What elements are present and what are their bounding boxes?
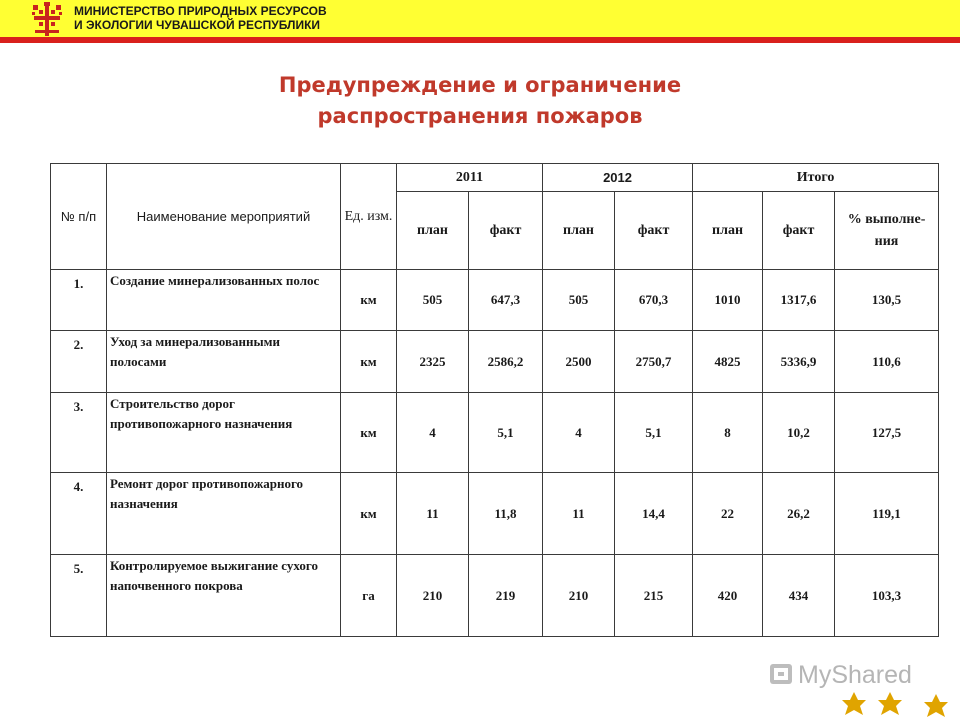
- cell-percent-done: 110,6: [835, 331, 939, 393]
- myshared-logo-icon: [770, 664, 792, 684]
- cell-plan-total: 8: [693, 393, 763, 473]
- table-row: [51, 331, 939, 393]
- cell-activity-name: Уход за минерализованными полосами: [107, 331, 341, 393]
- cell-fact-2012: 2750,7: [615, 331, 693, 393]
- table-row: [51, 555, 939, 637]
- page-title-line-2: распространения пожаров: [317, 104, 643, 128]
- cell-plan-2011: 505: [397, 270, 469, 331]
- cell-unit: км: [341, 473, 397, 555]
- watermark-text: MyShared: [798, 661, 912, 689]
- cell-fact-2012: 215: [615, 555, 693, 637]
- cell-percent-done: 127,5: [835, 393, 939, 473]
- cell-fact-total: 434: [763, 555, 835, 637]
- cell-unit: км: [341, 393, 397, 473]
- cell-plan-total: 4825: [693, 331, 763, 393]
- cell-fact-2011: 2586,2: [469, 331, 543, 393]
- ministry-line-1: МИНИСТЕРСТВО ПРИРОДНЫХ РЕСУРСОВ: [74, 4, 327, 18]
- cell-row-number: 3.: [51, 393, 107, 473]
- cell-plan-total: 420: [693, 555, 763, 637]
- cell-fact-total: 5336,9: [763, 331, 835, 393]
- chuvash-emblem-icon: [30, 2, 64, 38]
- col-header-pct: % выполне-ния: [835, 192, 939, 270]
- col-header-2011: 2011: [397, 164, 543, 192]
- col-header-plan-total: план: [693, 192, 763, 270]
- cell-unit: км: [341, 331, 397, 393]
- cell-plan-2011: 4: [397, 393, 469, 473]
- table-row: [51, 473, 939, 555]
- table-row: [51, 393, 939, 473]
- header-bar: [0, 0, 960, 37]
- cell-fact-2011: 5,1: [469, 393, 543, 473]
- col-header-name: Наименование мероприятий: [107, 164, 341, 270]
- col-header-plan-2012: план: [543, 192, 615, 270]
- cell-fact-total: 1317,6: [763, 270, 835, 331]
- col-header-fact-total: факт: [763, 192, 835, 270]
- page-title: [0, 70, 960, 132]
- cell-percent-done: 130,5: [835, 270, 939, 331]
- col-header-total: Итого: [693, 164, 939, 192]
- cell-percent-done: 103,3: [835, 555, 939, 637]
- cell-fact-2012: 5,1: [615, 393, 693, 473]
- table-row: [51, 270, 939, 331]
- cell-plan-2012: 505: [543, 270, 615, 331]
- col-header-fact-2012: факт: [615, 192, 693, 270]
- col-header-2012: 2012: [543, 164, 693, 192]
- cell-activity-name: Ремонт дорог противопожарного назначения: [107, 473, 341, 555]
- cell-unit: км: [341, 270, 397, 331]
- cell-plan-2012: 2500: [543, 331, 615, 393]
- cell-row-number: 1.: [51, 270, 107, 331]
- cell-fact-2011: 647,3: [469, 270, 543, 331]
- col-header-unit: Ед. изм.: [341, 164, 397, 270]
- myshared-watermark: [768, 656, 958, 720]
- cell-fact-2011: 11,8: [469, 473, 543, 555]
- cell-plan-total: 1010: [693, 270, 763, 331]
- cell-fact-2011: 219: [469, 555, 543, 637]
- ornament-star-icon: [842, 692, 948, 717]
- col-header-plan-2011: план: [397, 192, 469, 270]
- fire-prevention-table: [50, 163, 939, 637]
- cell-fact-total: 26,2: [763, 473, 835, 555]
- cell-fact-total: 10,2: [763, 393, 835, 473]
- ministry-name: [74, 4, 327, 32]
- cell-row-number: 2.: [51, 331, 107, 393]
- cell-plan-2012: 210: [543, 555, 615, 637]
- cell-fact-2012: 14,4: [615, 473, 693, 555]
- cell-plan-2012: 4: [543, 393, 615, 473]
- ministry-line-2: И ЭКОЛОГИИ ЧУВАШСКОЙ РЕСПУБЛИКИ: [74, 18, 321, 32]
- cell-row-number: 5.: [51, 555, 107, 637]
- cell-activity-name: Контролируемое выжигание сухого напочвенного покрова: [107, 555, 341, 637]
- cell-percent-done: 119,1: [835, 473, 939, 555]
- cell-plan-total: 22: [693, 473, 763, 555]
- page-title-line-1: Предупреждение и ограничение: [278, 73, 682, 97]
- cell-plan-2012: 11: [543, 473, 615, 555]
- cell-row-number: 4.: [51, 473, 107, 555]
- col-header-fact-2011: факт: [469, 192, 543, 270]
- cell-plan-2011: 210: [397, 555, 469, 637]
- cell-activity-name: Строительство дорог противопожарного назначения: [107, 393, 341, 473]
- cell-plan-2011: 2325: [397, 331, 469, 393]
- cell-plan-2011: 11: [397, 473, 469, 555]
- cell-fact-2012: 670,3: [615, 270, 693, 331]
- header-divider: [0, 37, 960, 43]
- cell-activity-name: Создание минерализованных полос: [107, 270, 341, 331]
- cell-unit: га: [341, 555, 397, 637]
- header-row-1: [51, 164, 939, 192]
- col-header-num: № п/п: [51, 164, 107, 270]
- table-body: [51, 270, 939, 637]
